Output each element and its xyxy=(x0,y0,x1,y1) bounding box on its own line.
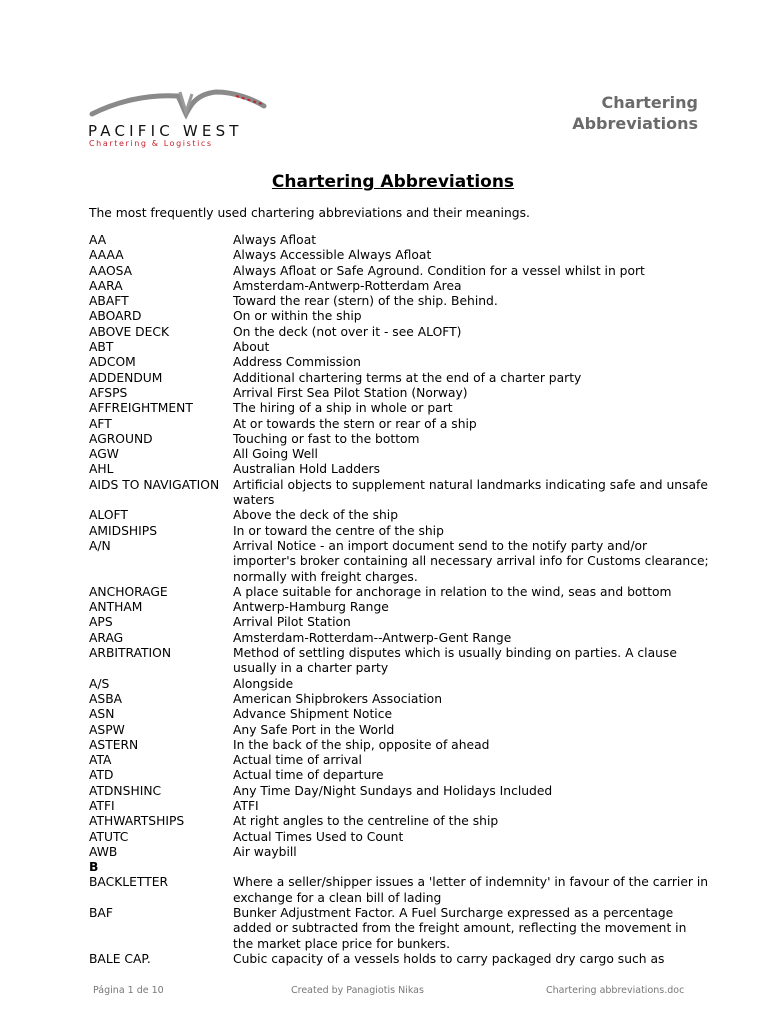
document-title: Chartering Abbreviations xyxy=(271,172,515,192)
list-item xyxy=(89,401,709,416)
abbreviation-term: ARAG xyxy=(89,630,124,645)
abbreviation-definition: In the back of the ship, opposite of ahead xyxy=(233,737,490,752)
abbreviation-term: A/N xyxy=(89,538,111,553)
abbreviation-term: AGROUND xyxy=(89,431,153,446)
abbreviation-definition: Amsterdam-Rotterdam--Antwerp-Gent Range xyxy=(233,630,512,645)
list-item xyxy=(89,386,709,401)
footer-author: Created by Panagiotis Nikas xyxy=(291,985,424,996)
abbreviation-term: ASTERN xyxy=(89,737,139,752)
abbreviation-term: ARBITRATION xyxy=(89,646,172,661)
abbreviation-term: ATHWARTSHIPS xyxy=(89,814,185,829)
list-item xyxy=(89,646,709,677)
abbreviation-term: ANTHAM xyxy=(89,600,143,615)
list-item xyxy=(89,768,709,783)
abbreviation-term: AWB xyxy=(89,844,118,859)
list-item xyxy=(89,585,709,600)
abbreviation-definition: Amsterdam-Antwerp-Rotterdam Area xyxy=(233,278,462,293)
abbreviation-term: AA xyxy=(89,233,107,247)
abbreviation-definition: Always Afloat xyxy=(233,233,317,247)
abbreviation-definition: On the deck (not over it - see ALOFT) xyxy=(233,324,462,339)
list-item xyxy=(89,417,709,432)
logo-tagline: Chartering & Logistics xyxy=(89,139,213,148)
abbreviation-term: ABT xyxy=(89,340,114,355)
abbreviation-term: ABOVE DECK xyxy=(89,324,170,339)
abbreviation-term: ADCOM xyxy=(89,355,136,370)
abbreviation-term: ATDNSHINC xyxy=(89,783,162,798)
abbreviation-definition: In or toward the centre of the ship xyxy=(233,523,444,538)
abbreviation-term: ASBA xyxy=(89,691,123,706)
abbreviation-definition: The hiring of a ship in whole or part xyxy=(233,401,453,416)
abbreviation-definition: Australian Hold Ladders xyxy=(233,462,381,477)
abbreviation-definition: Actual time of departure xyxy=(233,768,384,783)
abbreviation-term: AIDS TO NAVIGATION xyxy=(89,477,220,492)
list-item xyxy=(89,753,709,768)
list-item xyxy=(89,462,709,477)
list-item xyxy=(89,539,709,585)
abbreviation-definition: Artificial objects to supplement natural landmarks indicating safe and unsafe waters xyxy=(233,477,708,508)
abbreviation-term: ATA xyxy=(89,753,112,768)
abbreviation-definition: Any Time Day/Night Sundays and Holidays Included xyxy=(233,783,553,798)
abbreviation-term: AFT xyxy=(89,416,112,431)
abbreviation-definition: Additional chartering terms at the end of a charter party xyxy=(233,370,582,385)
abbreviation-term: AAAA xyxy=(89,248,124,263)
list-item xyxy=(89,371,709,386)
abbreviation-term: AHL xyxy=(89,462,114,477)
header-title xyxy=(572,92,698,134)
abbreviation-definition: Actual Times Used to Count xyxy=(233,829,404,844)
list-item xyxy=(89,615,709,630)
list-item xyxy=(89,707,709,722)
abbreviation-definition: At or towards the stern or rear of a ship xyxy=(233,416,477,431)
company-logo xyxy=(86,84,272,150)
header-title-line1: Chartering xyxy=(601,93,698,112)
footer-filename: Chartering abbreviations.doc xyxy=(546,985,685,996)
abbreviation-definition: At right angles to the centreline of the ship xyxy=(233,814,499,829)
list-item xyxy=(89,432,709,447)
abbreviation-term: ABOARD xyxy=(89,309,142,324)
abbreviation-definition: Cubic capacity of a vessels holds to carry packaged dry cargo such as xyxy=(233,951,665,966)
abbreviation-definition: Actual time of arrival xyxy=(233,753,362,768)
abbreviation-definition: Always Accessible Always Afloat xyxy=(233,248,432,263)
abbreviation-definition: Arrival Notice - an import document send to the notify party and/or importer's broker containing all necessary arrival info for Customs clearance; normally with freight charges. xyxy=(233,538,709,584)
abbreviation-definition: Above the deck of the ship xyxy=(233,508,399,523)
logo-name: PACIFIC WEST xyxy=(88,122,243,140)
abbreviation-term: BALE CAP. xyxy=(89,951,151,966)
abbreviation-term: ATD xyxy=(89,768,114,783)
intro-text: The most frequently used chartering abbreviations and their meanings. xyxy=(89,206,530,220)
abbreviation-definition: Touching or fast to the bottom xyxy=(233,431,420,446)
abbreviation-term: ANCHORAGE xyxy=(89,584,168,599)
list-item xyxy=(89,524,709,539)
abbreviation-term: BAF xyxy=(89,906,113,921)
list-item xyxy=(89,677,709,692)
list-item xyxy=(89,478,709,509)
abbreviation-definition: Advance Shipment Notice xyxy=(233,707,393,722)
list-item xyxy=(89,723,709,738)
abbreviation-definition: On or within the ship xyxy=(233,309,362,324)
abbreviation-term: AFFREIGHTMENT xyxy=(89,401,193,416)
abbreviation-term: ALOFT xyxy=(89,508,128,523)
list-item xyxy=(89,830,709,845)
abbreviation-list xyxy=(89,233,709,967)
list-item xyxy=(89,600,709,615)
list-item xyxy=(89,814,709,829)
abbreviation-definition: Bunker Adjustment Factor. A Fuel Surcharge expressed as a percentage added or subtracted from the freight amount, reflecting the movement in the market place price for bunkers. xyxy=(233,906,687,951)
abbreviation-term: AFSPS xyxy=(89,385,128,400)
abbreviation-term: BACKLETTER xyxy=(89,875,169,890)
abbreviation-term: ADDENDUM xyxy=(89,370,163,385)
list-item xyxy=(89,631,709,646)
abbreviation-definition: American Shipbrokers Association xyxy=(233,691,442,706)
abbreviation-term: ATUTC xyxy=(89,829,129,844)
abbreviation-term: ATFI xyxy=(89,798,115,813)
abbreviation-term: AMIDSHIPS xyxy=(89,523,158,538)
list-item xyxy=(89,845,709,860)
list-item xyxy=(89,738,709,753)
abbreviation-definition: Air waybill xyxy=(233,844,297,859)
logo-swoosh-icon xyxy=(86,84,272,124)
abbreviation-term: AGW xyxy=(89,447,119,462)
list-item xyxy=(89,784,709,799)
list-item xyxy=(89,508,709,523)
list-item xyxy=(89,309,709,324)
abbreviation-term: AARA xyxy=(89,278,123,293)
header-title-line2: Abbreviations xyxy=(572,114,698,133)
abbreviation-term: ABAFT xyxy=(89,294,129,309)
abbreviation-definition: Any Safe Port in the World xyxy=(233,722,395,737)
list-item xyxy=(89,952,709,967)
abbreviation-term: ASN xyxy=(89,707,115,722)
abbreviation-definition: Always Afloat or Safe Aground. Condition for a vessel whilst in port xyxy=(233,263,645,278)
list-item xyxy=(89,447,709,462)
abbreviation-definition: Method of settling disputes which is usually binding on parties. A clause usually in a charter party xyxy=(233,646,677,676)
list-item xyxy=(89,233,709,248)
abbreviation-definition: About xyxy=(233,340,270,355)
abbreviation-definition: ATFI xyxy=(233,798,259,813)
abbreviation-definition: Antwerp-Hamburg Range xyxy=(233,600,389,615)
section-letter: B xyxy=(89,860,99,875)
abbreviation-definition: All Going Well xyxy=(233,447,318,462)
abbreviation-definition: Arrival First Sea Pilot Station (Norway) xyxy=(233,385,468,400)
abbreviation-definition: A place suitable for anchorage in relation to the wind, seas and bottom xyxy=(233,584,672,599)
list-item xyxy=(89,264,709,279)
list-item xyxy=(89,279,709,294)
list-item xyxy=(89,340,709,355)
abbreviation-definition: Toward the rear (stern) of the ship. Behind. xyxy=(233,294,498,309)
list-item xyxy=(89,906,709,952)
footer-page-number: Página 1 de 10 xyxy=(93,985,164,996)
list-item xyxy=(89,692,709,707)
list-item xyxy=(89,799,709,814)
abbreviation-definition: Address Commission xyxy=(233,355,361,370)
abbreviation-definition: Arrival Pilot Station xyxy=(233,615,351,630)
list-item xyxy=(89,875,709,906)
abbreviation-definition: Where a seller/shipper issues a 'letter of indemnity' in favour of the carrier in exchange for a clean bill of lading xyxy=(233,875,709,905)
list-item xyxy=(89,248,709,263)
abbreviation-term: AAOSA xyxy=(89,263,133,278)
list-item xyxy=(89,355,709,370)
list-item xyxy=(89,325,709,340)
list-item xyxy=(89,294,709,309)
abbreviation-definition: Alongside xyxy=(233,676,294,691)
abbreviation-term: A/S xyxy=(89,676,110,691)
abbreviation-term: APS xyxy=(89,615,113,630)
abbreviation-term: ASPW xyxy=(89,722,125,737)
